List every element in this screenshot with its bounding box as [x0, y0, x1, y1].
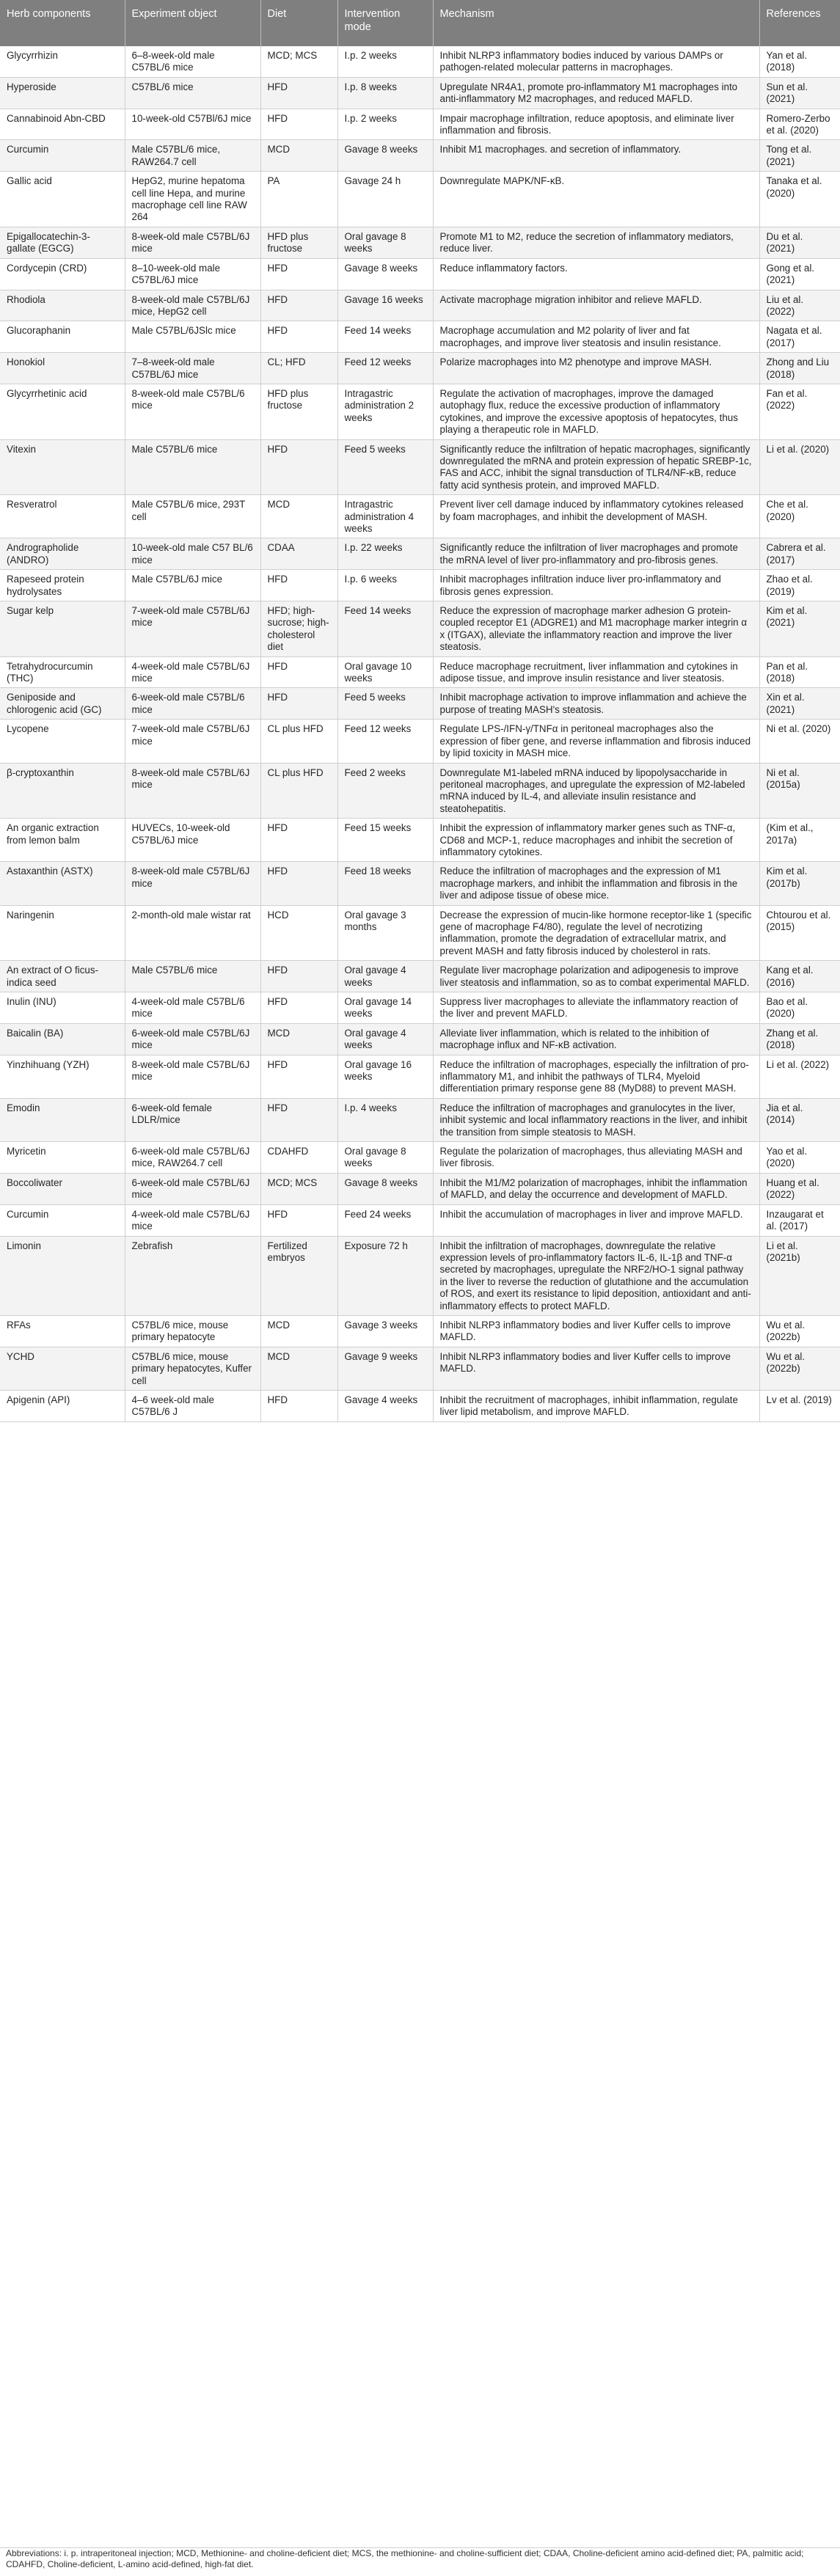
table-row [0, 495, 840, 538]
reference-cell: Li et al. (2021b) [759, 1236, 840, 1315]
intervention-mode-cell: I.p. 2 weeks [337, 46, 433, 77]
mechanism-cell: Significantly reduce the infiltration of liver macrophages and promote the mRNA level of liver pro-inflammatory and pro-fibrosis genes. [433, 538, 759, 570]
table-row [0, 763, 840, 819]
mechanism-cell: Inhibit the M1/M2 polarization of macrophages, inhibit the inflammation of MAFLD, and delay the occurrence and development of MAFLD. [433, 1173, 759, 1204]
herb-component-cell: Glycyrrhizin [0, 46, 125, 77]
table-row [0, 353, 840, 384]
experiment-object-cell: 7–8-week-old male C57BL/6J mice [125, 353, 260, 384]
herb-component-cell: Cannabinoid Abn-CBD [0, 109, 125, 140]
herb-component-cell: Astaxanthin (ASTX) [0, 862, 125, 905]
herb-component-cell: Rapeseed protein hydrolysates [0, 570, 125, 601]
diet-cell: MCD; MCS [260, 1173, 337, 1204]
intervention-mode-cell: I.p. 6 weeks [337, 570, 433, 601]
herb-component-cell: Apigenin (API) [0, 1390, 125, 1421]
reference-cell: Gong et al. (2021) [759, 258, 840, 290]
experiment-object-cell: 4-week-old male C57BL/6 mice [125, 992, 260, 1024]
diet-cell: HFD [260, 819, 337, 862]
herb-component-cell: Limonin [0, 1236, 125, 1315]
mechanism-cell: Downregulate M1-labeled mRNA induced by lipopolysaccharide in peritoneal macrophages, and upregulate the expression of M2-labeled mRNA induced by IL-4, and alleviate insulin resistance and steatohepatitis. [433, 763, 759, 819]
diet-cell: HFD [260, 439, 337, 495]
reference-cell: Xin et al. (2021) [759, 688, 840, 720]
mechanism-cell: Inhibit the recruitment of macrophages, inhibit inflammation, regulate liver lipid metabolism, and improve MAFLD. [433, 1390, 759, 1421]
mechanism-cell: Inhibit the accumulation of macrophages in liver and improve MAFLD. [433, 1204, 759, 1236]
reference-cell: Liu et al. (2022) [759, 290, 840, 321]
table-row [0, 1055, 840, 1098]
intervention-mode-cell: Exposure 72 h [337, 1236, 433, 1315]
mechanism-cell: Prevent liver cell damage induced by inflammatory cytokines released by foam macrophages, and inhibit the development of MASH. [433, 495, 759, 538]
intervention-mode-cell: Gavage 8 weeks [337, 258, 433, 290]
table-row [0, 140, 840, 172]
diet-cell: HFD [260, 1204, 337, 1236]
table-row [0, 109, 840, 140]
reference-cell: Yao et al. (2020) [759, 1142, 840, 1174]
experiment-object-cell: C57BL/6 mice, mouse primary hepatocyte [125, 1315, 260, 1347]
reference-cell: Inzaugarat et al. (2017) [759, 1204, 840, 1236]
mechanism-cell: Impair macrophage infiltration, reduce apoptosis, and eliminate liver inflammation and fibrosis. [433, 109, 759, 140]
mechanism-cell: Macrophage accumulation and M2 polarity of liver and fat macrophages, and improve liver steatosis and insulin resistance. [433, 321, 759, 353]
intervention-mode-cell: Oral gavage 8 weeks [337, 227, 433, 258]
mechanism-cell: Reduce the expression of macrophage marker adhesion G protein-coupled receptor E1 (ADGRE1) and M1 macrophage marker integrin α x (ITGAX), alleviate the inflammatory reaction and improve the liver steatosis. [433, 601, 759, 657]
reference-cell: (Kim et al., 2017a) [759, 819, 840, 862]
table-row [0, 46, 840, 77]
experiment-object-cell: Male C57BL/6 mice [125, 439, 260, 495]
intervention-mode-cell: Gavage 16 weeks [337, 290, 433, 321]
reference-cell: Nagata et al. (2017) [759, 321, 840, 353]
herb-component-cell: Gallic acid [0, 172, 125, 227]
reference-cell: Li et al. (2020) [759, 439, 840, 495]
table-row [0, 1390, 840, 1421]
reference-cell: Fan et al. (2022) [759, 384, 840, 439]
diet-cell: HFD [260, 77, 337, 109]
table-row [0, 992, 840, 1024]
experiment-object-cell: 6-week-old male C57BL/6 mice [125, 688, 260, 720]
diet-cell: HFD [260, 570, 337, 601]
mechanism-cell: Reduce inflammatory factors. [433, 258, 759, 290]
experiment-object-cell: Zebrafish [125, 1236, 260, 1315]
diet-cell: HCD [260, 905, 337, 961]
herb-component-cell: Glycyrrhetinic acid [0, 384, 125, 439]
herb-component-cell: Yinzhihuang (YZH) [0, 1055, 125, 1098]
reference-cell: Zhao et al. (2019) [759, 570, 840, 601]
intervention-mode-cell: I.p. 4 weeks [337, 1098, 433, 1141]
intervention-mode-cell: Feed 24 weeks [337, 1204, 433, 1236]
reference-cell: Kang et al. (2016) [759, 961, 840, 992]
herb-component-cell: Cordycepin (CRD) [0, 258, 125, 290]
intervention-mode-cell: I.p. 8 weeks [337, 77, 433, 109]
intervention-mode-cell: Gavage 9 weeks [337, 1347, 433, 1390]
reference-cell: Wu et al. (2022b) [759, 1315, 840, 1347]
table-row [0, 227, 840, 258]
table-row [0, 1236, 840, 1315]
table-row [0, 720, 840, 763]
diet-cell: HFD [260, 290, 337, 321]
mechanism-cell: Inhibit NLRP3 inflammatory bodies and liver Kuffer cells to improve MAFLD. [433, 1347, 759, 1390]
experiment-object-cell: 8-week-old male C57BL/6J mice, HepG2 cell [125, 290, 260, 321]
reference-cell: Sun et al. (2021) [759, 77, 840, 109]
experiment-object-cell: 10-week-old C57Bl/6J mice [125, 109, 260, 140]
mechanism-cell: Reduce the infiltration of macrophages and granulocytes in the liver, inhibit systemic and local inflammatory reactions in the liver, and inhibit the transition from simple steatosis to MASH. [433, 1098, 759, 1141]
intervention-mode-cell: Oral gavage 4 weeks [337, 1023, 433, 1055]
herb-component-cell: An organic extraction from lemon balm [0, 819, 125, 862]
experiment-object-cell: 2-month-old male wistar rat [125, 905, 260, 961]
reference-cell: Yan et al. (2018) [759, 46, 840, 77]
table-row [0, 905, 840, 961]
experiment-object-cell: 6–8-week-old male C57BL/6 mice [125, 46, 260, 77]
herb-component-cell: Emodin [0, 1098, 125, 1141]
intervention-mode-cell: Intragastric administration 2 weeks [337, 384, 433, 439]
column-header-mechanism: Mechanism [433, 0, 759, 46]
diet-cell: HFD [260, 961, 337, 992]
table-row [0, 1347, 840, 1390]
mechanism-cell: Inhibit macrophages infiltration induce liver pro-inflammatory and fibrosis genes expression. [433, 570, 759, 601]
intervention-mode-cell: I.p. 2 weeks [337, 109, 433, 140]
diet-cell: Fertilized embryos [260, 1236, 337, 1315]
table-body [0, 46, 840, 1421]
table-row [0, 688, 840, 720]
diet-cell: HFD plus fructose [260, 227, 337, 258]
intervention-mode-cell: Feed 12 weeks [337, 353, 433, 384]
intervention-mode-cell: Intragastric administration 4 weeks [337, 495, 433, 538]
table-row [0, 1023, 840, 1055]
diet-cell: HFD [260, 688, 337, 720]
experiment-object-cell: 8–10-week-old male C57BL/6J mice [125, 258, 260, 290]
mechanism-cell: Significantly reduce the infiltration of hepatic macrophages, significantly downregulated the mRNA and protein expression of hepatic SREBP-1c, FAS and ACC, inhibit the signal transduction of TLR4/NF-κB, reduce fatty acid synthesis protein, and improved MAFLD. [433, 439, 759, 495]
intervention-mode-cell: Oral gavage 10 weeks [337, 656, 433, 688]
diet-cell: HFD [260, 656, 337, 688]
reference-cell: Tanaka et al. (2020) [759, 172, 840, 227]
table-header [0, 0, 840, 46]
reference-cell: Huang et al. (2022) [759, 1173, 840, 1204]
herb-component-cell: Baicalin (BA) [0, 1023, 125, 1055]
reference-cell: Chtourou et al. (2015) [759, 905, 840, 961]
diet-cell: HFD [260, 258, 337, 290]
experiment-object-cell: Male C57BL/6 mice, RAW264.7 cell [125, 140, 260, 172]
experiment-object-cell: 8-week-old male C57BL/6J mice [125, 1055, 260, 1098]
mechanism-cell: Regulate LPS-/IFN-γ/TNFα in peritoneal macrophages also the expression of fiber gene, and reverse inflammation and fibrosis induced by lipid toxicity in MASH mice. [433, 720, 759, 763]
experiment-object-cell: C57BL/6 mice [125, 77, 260, 109]
herb-component-cell: Resveratrol [0, 495, 125, 538]
diet-cell: HFD [260, 109, 337, 140]
experiment-object-cell: 7-week-old male C57BL/6J mice [125, 601, 260, 657]
experiment-object-cell: 4-week-old male C57BL/6J mice [125, 656, 260, 688]
diet-cell: PA [260, 172, 337, 227]
diet-cell: HFD [260, 321, 337, 353]
mechanism-cell: Inhibit macrophage activation to improve inflammation and achieve the purpose of treating MASH's steatosis. [433, 688, 759, 720]
table-row [0, 439, 840, 495]
reference-cell: Romero-Zerbo et al. (2020) [759, 109, 840, 140]
diet-cell: HFD [260, 1055, 337, 1098]
diet-cell: HFD; high-sucrose; high-cholesterol diet [260, 601, 337, 657]
table-row [0, 290, 840, 321]
herb-component-cell: Boccoliwater [0, 1173, 125, 1204]
herb-component-cell: Inulin (INU) [0, 992, 125, 1024]
herb-component-cell: Hyperoside [0, 77, 125, 109]
diet-cell: CL plus HFD [260, 763, 337, 819]
diet-cell: HFD [260, 1098, 337, 1141]
experiment-object-cell: 4–6 week-old male C57BL/6 J [125, 1390, 260, 1421]
mechanism-cell: Reduce the infiltration of macrophages, especially the infiltration of pro-inflammatory M1, and inhibit the pathways of TLR4, Myeloid differentiation primary response gene 88 (MyD88) to prevent MASH. [433, 1055, 759, 1098]
intervention-mode-cell: Gavage 24 h [337, 172, 433, 227]
herb-component-cell: Curcumin [0, 1204, 125, 1236]
reference-cell: Zhang et al. (2018) [759, 1023, 840, 1055]
table-row [0, 1315, 840, 1347]
experiment-object-cell: Male C57BL/6 mice, 293T cell [125, 495, 260, 538]
table-row [0, 1173, 840, 1204]
column-header-experiment-object: Experiment object [125, 0, 260, 46]
experiment-object-cell: 8-week-old male C57BL/6 mice [125, 384, 260, 439]
reference-cell: Ni et al. (2020) [759, 720, 840, 763]
mechanism-cell: Regulate the activation of macrophages, improve the damaged autophagy flux, reduce the excessive production of inflammatory cytokines, and improve the excessive apoptosis of hepatocytes, thus playing a therapeutic role in MAFLD. [433, 384, 759, 439]
intervention-mode-cell: I.p. 22 weeks [337, 538, 433, 570]
diet-cell: MCD [260, 495, 337, 538]
reference-cell: Pan et al. (2018) [759, 656, 840, 688]
mechanism-cell: Inhibit NLRP3 inflammatory bodies induced by various DAMPs or pathogen-related molecular patterns in macrophages. [433, 46, 759, 77]
table-row [0, 570, 840, 601]
experiment-object-cell: Male C57BL/6J mice [125, 570, 260, 601]
reference-cell: Zhong and Liu (2018) [759, 353, 840, 384]
diet-cell: CDAA [260, 538, 337, 570]
herb-component-cell: Myricetin [0, 1142, 125, 1174]
table-row [0, 862, 840, 905]
table-row [0, 77, 840, 109]
diet-cell: MCD [260, 1315, 337, 1347]
table-row [0, 1142, 840, 1174]
mechanism-cell: Activate macrophage migration inhibitor and relieve MAFLD. [433, 290, 759, 321]
intervention-mode-cell: Oral gavage 3 months [337, 905, 433, 961]
intervention-mode-cell: Oral gavage 14 weeks [337, 992, 433, 1024]
table-row [0, 961, 840, 992]
reference-cell: Li et al. (2022) [759, 1055, 840, 1098]
experiment-object-cell: 8-week-old male C57BL/6J mice [125, 763, 260, 819]
column-header-diet: Diet [260, 0, 337, 46]
mechanism-cell: Inhibit the expression of inflammatory marker genes such as TNF-α, CD68 and MCP-1, reduce macrophages and inhibit the secretion of inflammatory cytokines. [433, 819, 759, 862]
experiment-object-cell: 6-week-old male C57BL/6J mice, RAW264.7 cell [125, 1142, 260, 1174]
herb-component-cell: Lycopene [0, 720, 125, 763]
reference-cell: Bao et al. (2020) [759, 992, 840, 1024]
table-row [0, 321, 840, 353]
diet-cell: MCD [260, 140, 337, 172]
table-row [0, 601, 840, 657]
intervention-mode-cell: Gavage 8 weeks [337, 1173, 433, 1204]
experiment-object-cell: 4-week-old male C57BL/6J mice [125, 1204, 260, 1236]
table-row [0, 258, 840, 290]
experiment-object-cell: 7-week-old male C57BL/6J mice [125, 720, 260, 763]
experiment-object-cell: 10-week-old male C57 BL/6 mice [125, 538, 260, 570]
mechanism-cell: Suppress liver macrophages to alleviate the inflammatory reaction of the liver and prevent MAFLD. [433, 992, 759, 1024]
intervention-mode-cell: Feed 14 weeks [337, 601, 433, 657]
mechanism-cell: Regulate liver macrophage polarization and adipogenesis to improve liver steatosis and inflammation, so as to combat experimental MAFLD. [433, 961, 759, 992]
herb-component-cell: β-cryptoxanthin [0, 763, 125, 819]
table-row [0, 656, 840, 688]
herb-component-cell: Vitexin [0, 439, 125, 495]
intervention-mode-cell: Oral gavage 16 weeks [337, 1055, 433, 1098]
intervention-mode-cell: Feed 5 weeks [337, 688, 433, 720]
experiment-object-cell: 6-week-old female LDLR/mice [125, 1098, 260, 1141]
diet-cell: HFD [260, 1390, 337, 1421]
diet-cell: CDAHFD [260, 1142, 337, 1174]
table-row [0, 384, 840, 439]
intervention-mode-cell: Feed 18 weeks [337, 862, 433, 905]
mechanism-cell: Promote M1 to M2, reduce the secretion of inflammatory mediators, reduce liver. [433, 227, 759, 258]
herb-component-cell: Geniposide and chlorogenic acid (GC) [0, 688, 125, 720]
experiment-object-cell: Male C57BL/6JSlc mice [125, 321, 260, 353]
herb-component-cell: Rhodiola [0, 290, 125, 321]
mechanism-cell: Inhibit NLRP3 inflammatory bodies and liver Kuffer cells to improve MAFLD. [433, 1315, 759, 1347]
column-header-intervention-mode: Intervention mode [337, 0, 433, 46]
herb-component-cell: Curcumin [0, 140, 125, 172]
experiment-object-cell: C57BL/6 mice, mouse primary hepatocytes, Kuffer cell [125, 1347, 260, 1390]
diet-cell: CL plus HFD [260, 720, 337, 763]
intervention-mode-cell: Gavage 8 weeks [337, 140, 433, 172]
intervention-mode-cell: Gavage 3 weeks [337, 1315, 433, 1347]
intervention-mode-cell: Feed 15 weeks [337, 819, 433, 862]
intervention-mode-cell: Gavage 4 weeks [337, 1390, 433, 1421]
table-footnote: Abbreviations: i. p. intraperitoneal injection; MCD, Methionine- and choline-deficient diet; MCS, the methionine- and choline-sufficient diet; CDAA, Choline-deficient amino acid-defined diet; PA, palmitic acid; CDAHFD, Choline-deficient, L-amino acid-defined, high-fat diet. [0, 2547, 840, 2570]
experiment-object-cell: 6-week-old male C57BL/6J mice [125, 1023, 260, 1055]
herb-component-cell: Tetrahydrocurcumin (THC) [0, 656, 125, 688]
mechanism-cell: Decrease the expression of mucin-like hormone receptor-like 1 (specific gene of macrophage F4/80), regulate the level of necrotizing inflammation, promote the degradation of extracellular matrix, and prevent MASH and fatty fibrosis induced by cholesterol in rats. [433, 905, 759, 961]
mechanism-cell: Inhibit the infiltration of macrophages, downregulate the relative expression levels of pro-inflammatory factors IL-6, IL-1β and TNF-α secreted by macrophages, upregulate the NRF2/HO-1 signal pathway in the liver to reverse the reduction of glutathione and the accumulation of ROS, and exert its resistance to lipid deposition, antioxidant and anti-inflammatory effects to protect MAFLD. [433, 1236, 759, 1315]
intervention-mode-cell: Feed 14 weeks [337, 321, 433, 353]
herb-component-cell: Andrographolide (ANDRO) [0, 538, 125, 570]
reference-cell: Du et al. (2021) [759, 227, 840, 258]
herb-component-cell: RFAs [0, 1315, 125, 1347]
mechanism-cell: Regulate the polarization of macrophages, thus alleviating MASH and liver fibrosis. [433, 1142, 759, 1174]
experiment-object-cell: 8-week-old male C57BL/6J mice [125, 227, 260, 258]
herb-component-cell: YCHD [0, 1347, 125, 1390]
intervention-mode-cell: Feed 2 weeks [337, 763, 433, 819]
herb-component-cell: Naringenin [0, 905, 125, 961]
table-row [0, 172, 840, 227]
reference-cell: Kim et al. (2021) [759, 601, 840, 657]
diet-cell: HFD [260, 862, 337, 905]
diet-cell: CL; HFD [260, 353, 337, 384]
table-row [0, 1098, 840, 1141]
experiment-object-cell: 6-week-old male C57BL/6J mice [125, 1173, 260, 1204]
experiment-object-cell: HUVECs, 10-week-old C57BL/6J mice [125, 819, 260, 862]
diet-cell: MCD [260, 1023, 337, 1055]
experiment-object-cell: 8-week-old male C57BL/6J mice [125, 862, 260, 905]
diet-cell: MCD; MCS [260, 46, 337, 77]
intervention-mode-cell: Feed 5 weeks [337, 439, 433, 495]
table-row [0, 538, 840, 570]
mechanism-cell: Polarize macrophages into M2 phenotype and improve MASH. [433, 353, 759, 384]
column-header-references: References [759, 0, 840, 46]
intervention-mode-cell: Oral gavage 8 weeks [337, 1142, 433, 1174]
column-header-herb-components: Herb components [0, 0, 125, 46]
mechanism-cell: Downregulate MAPK/NF-κB. [433, 172, 759, 227]
mechanism-cell: Reduce the infiltration of macrophages and the expression of M1 macrophage markers, and inhibit the inflammation and fibrosis in the liver and adipose tissue of obese mice. [433, 862, 759, 905]
herb-component-cell: Epigallocatechin-3-gallate (EGCG) [0, 227, 125, 258]
table-row [0, 1204, 840, 1236]
experiment-object-cell: Male C57BL/6 mice [125, 961, 260, 992]
intervention-mode-cell: Oral gavage 4 weeks [337, 961, 433, 992]
reference-cell: Wu et al. (2022b) [759, 1347, 840, 1390]
mechanism-cell: Alleviate liver inflammation, which is related to the inhibition of macrophage influx and NF-κB activation. [433, 1023, 759, 1055]
diet-cell: HFD plus fructose [260, 384, 337, 439]
herb-component-cell: Sugar kelp [0, 601, 125, 657]
reference-cell: Tong et al. (2021) [759, 140, 840, 172]
herb-component-cell: An extract of O ficus-indica seed [0, 961, 125, 992]
intervention-mode-cell: Feed 12 weeks [337, 720, 433, 763]
reference-cell: Lv et al. (2019) [759, 1390, 840, 1421]
experiment-object-cell: HepG2, murine hepatoma cell line Hepa, and murine macrophage cell line RAW 264 [125, 172, 260, 227]
herb-component-cell: Honokiol [0, 353, 125, 384]
herb-component-cell: Glucoraphanin [0, 321, 125, 353]
reference-cell: Che et al. (2020) [759, 495, 840, 538]
header-row [0, 0, 840, 46]
mechanism-cell: Inhibit M1 macrophages. and secretion of inflammatory. [433, 140, 759, 172]
reference-cell: Jia et al. (2014) [759, 1098, 840, 1141]
reference-cell: Kim et al. (2017b) [759, 862, 840, 905]
mechanism-cell: Reduce macrophage recruitment, liver inflammation and cytokines in adipose tissue, and improve insulin resistance and liver steatosis. [433, 656, 759, 688]
mechanism-cell: Upregulate NR4A1, promote pro-inflammatory M1 macrophages into anti-inflammatory M2 macrophages, and reduced MAFLD. [433, 77, 759, 109]
diet-cell: HFD [260, 992, 337, 1024]
reference-cell: Ni et al. (2015a) [759, 763, 840, 819]
reference-cell: Cabrera et al. (2017) [759, 538, 840, 570]
table-row [0, 819, 840, 862]
diet-cell: MCD [260, 1347, 337, 1390]
